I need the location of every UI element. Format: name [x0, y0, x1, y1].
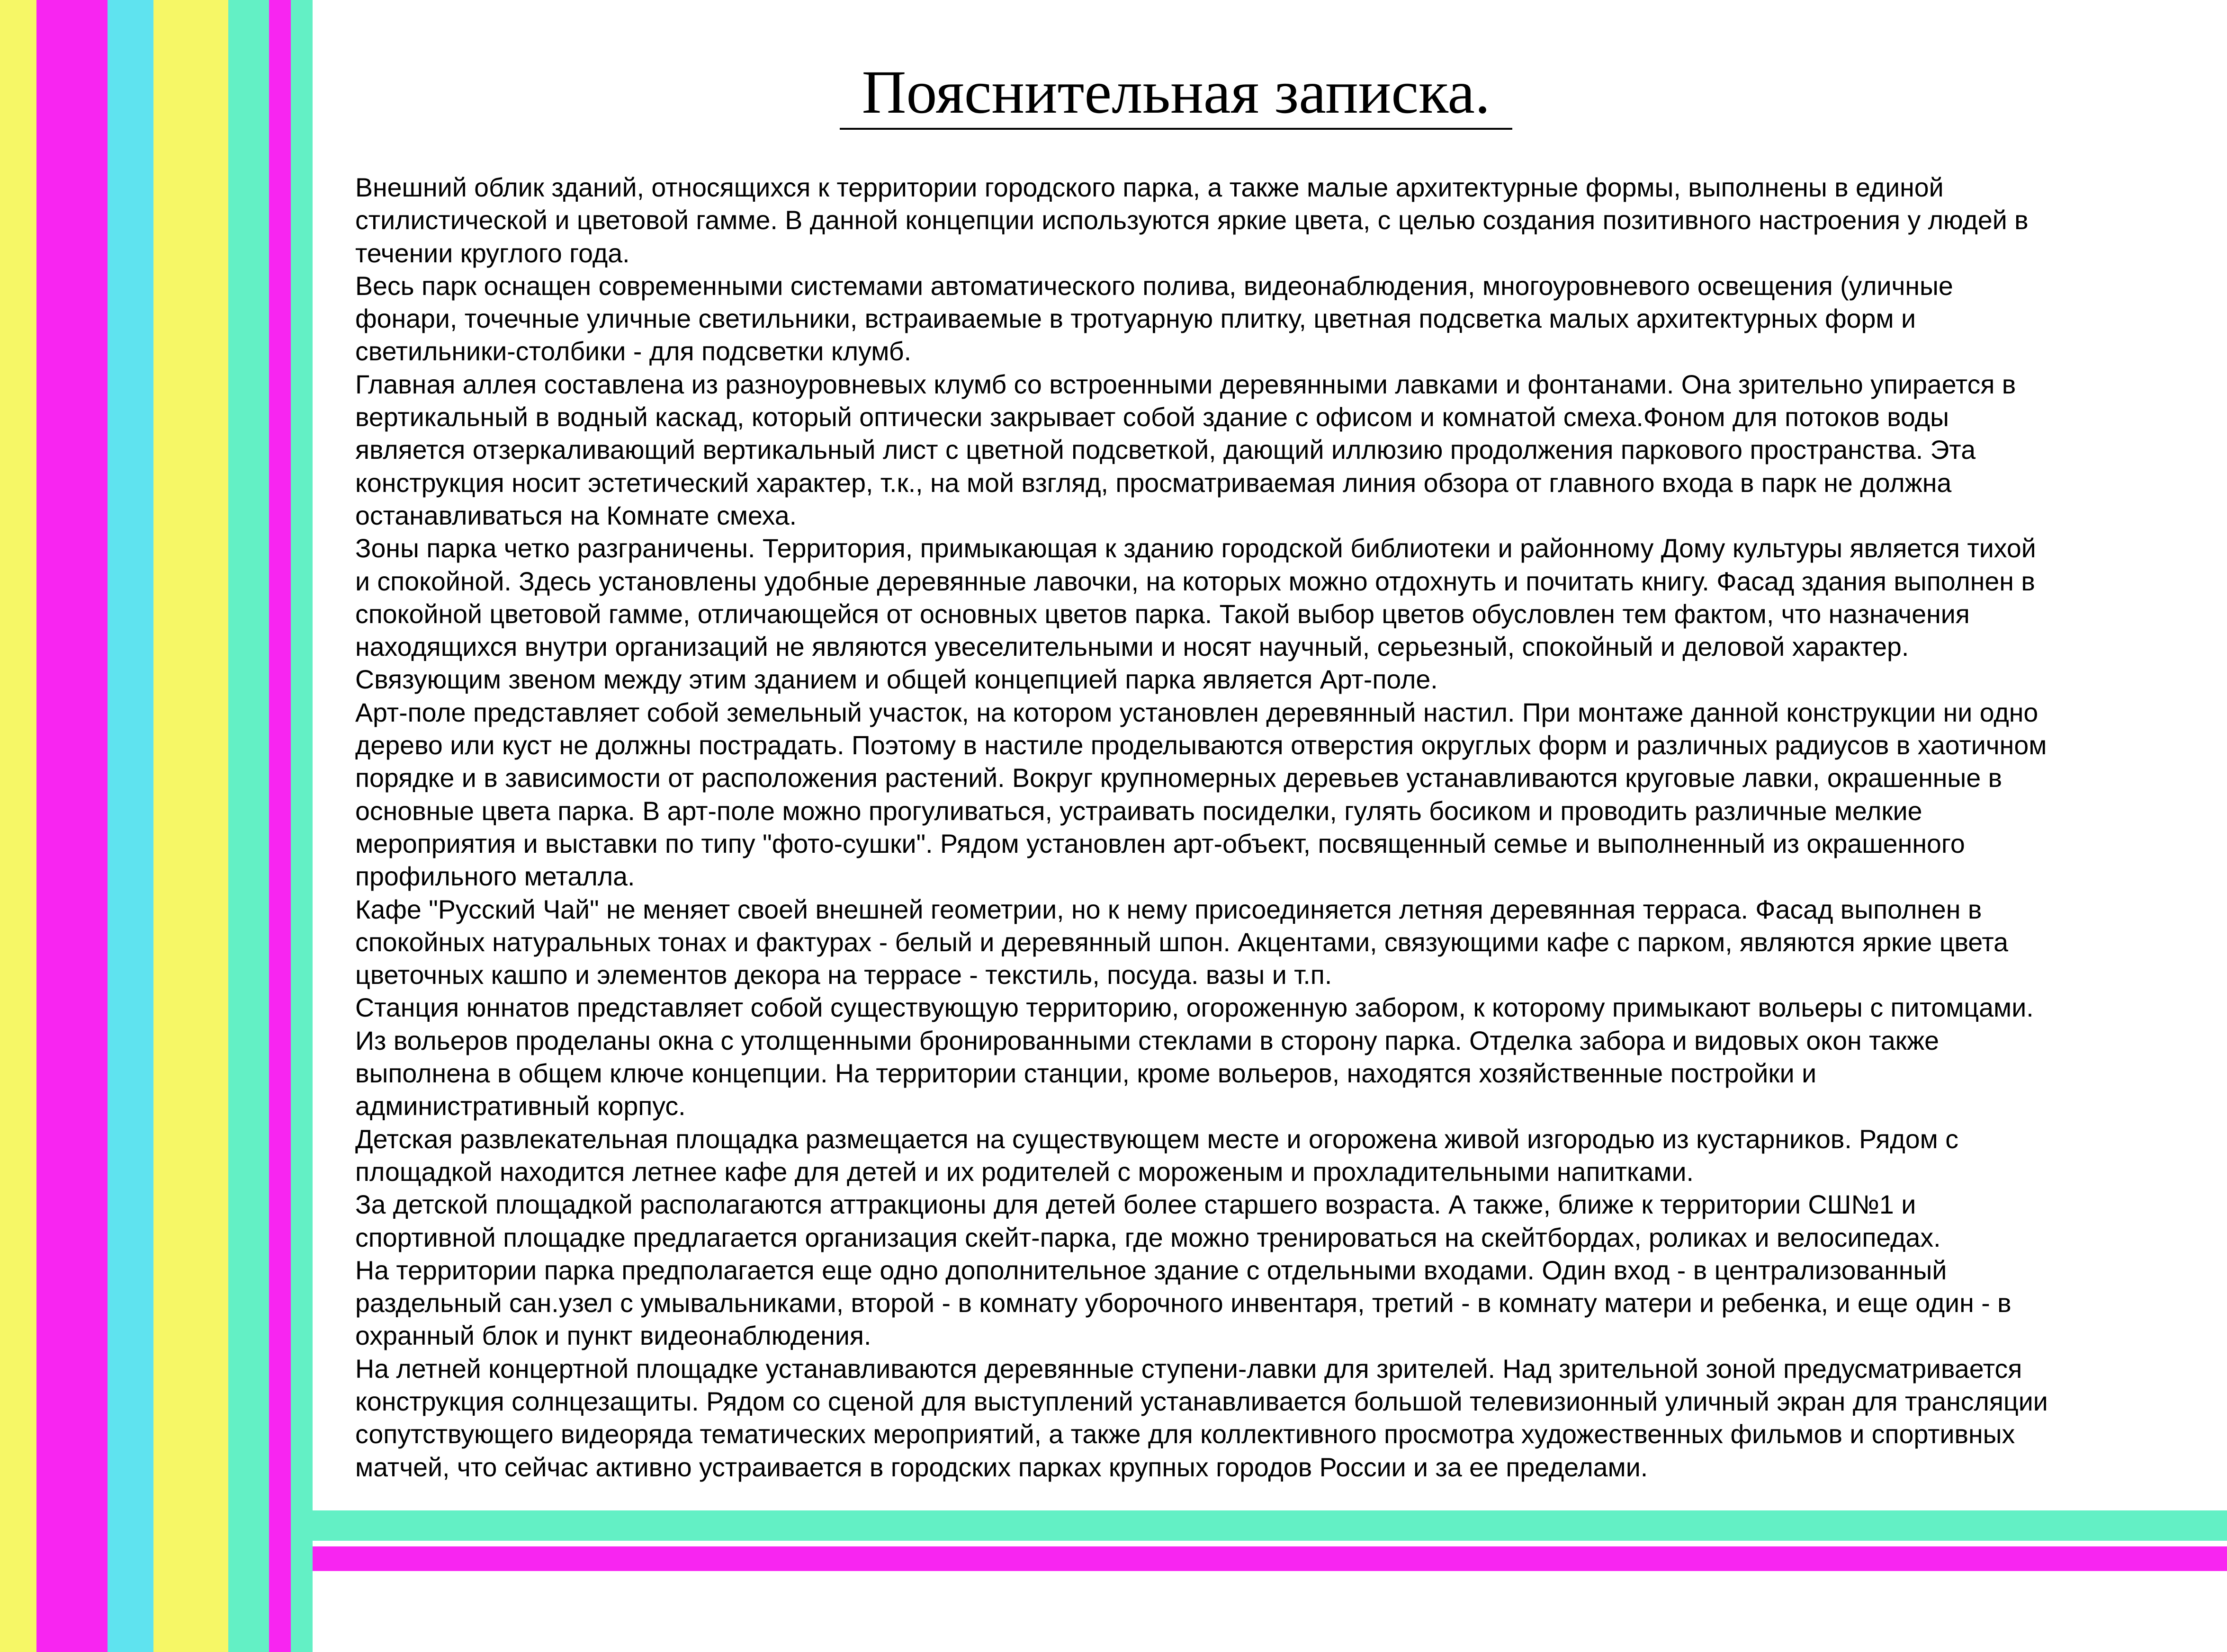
text-line: Детская развлекательная площадка размещается на существующем месте и огорожена живой изгородью из кустарников. Рядом с [355, 1124, 1958, 1154]
text-line: конструкция носит эстетический характер, т.к., на мой взгляд, просматриваемая линия обзора от главного входа в парк не должна [355, 468, 1952, 498]
text-line: основные цвета парка. В арт-поле можно прогуливаться, устраивать посиделки, гулять босиком и проводить различные мелкие [355, 796, 1922, 826]
text-line: спокойной цветовой гамме, отличающейся от основных цветов парка. Такой выбор цветов обусловлен тем фактом, что назначения [355, 599, 1970, 629]
text-line: цветочных кашпо и элементов декора на террасе - текстиль, посуда. вазы и т.п. [355, 960, 1332, 990]
text-line: светильники-столбики - для подсветки клумб. [355, 337, 911, 366]
text-line: раздельный сан.узел с умывальниками, второй - в комнату уборочного инвентаря, третий - в комнату матери и ребенка, и еще один - в [355, 1288, 2011, 1318]
text-line: Арт-поле представляет собой земельный участок, на котором установлен деревянный настил. При монтаже данной конструкции ни одно [355, 697, 2038, 727]
text-line: охранный блок и пункт видеонаблюдения. [355, 1321, 871, 1351]
page-title: Пояснительная записка. [862, 58, 1491, 126]
stripe-cyan [108, 0, 153, 1652]
text-line: Весь парк оснащен современными системами автоматического полива, видеонаблюдения, многоуровневого освещения (уличные [355, 271, 1953, 301]
text-line: спортивной площадке предлагается организация скейт-парка, где можно тренироваться на скейтбордах, роликах и велосипедах. [355, 1223, 1941, 1252]
text-line: сопутствующего видеоряда тематических мероприятий, а также для коллективного просмотра художественных фильмов и спортивных [355, 1420, 2015, 1449]
stripe-magenta-bottom [313, 1546, 2227, 1571]
stripe-yellow-2 [153, 0, 228, 1652]
text-line: Внешний облик зданий, относящихся к территории городского парка, а также малые архитектурные формы, выполнены в единой [355, 173, 1944, 202]
text-line: находящихся внутри организаций не являются увеселительными и носят научный, серьезный, спокойный и деловой характер. [355, 632, 1909, 662]
text-line: Станция юннатов представляет собой существующую территорию, огороженную забором, к которому примыкают вольеры с питомцами. [355, 993, 2034, 1023]
stripe-magenta-1 [36, 0, 108, 1652]
text-line: порядке и в зависимости от расположения растений. Вокруг крупномерных деревьев устанавливаются круговые лавки, окрашенные в [355, 763, 2003, 793]
text-line: спокойных натуральных тонах и фактурах - белый и деревянный шпон. Акцентами, связующими кафе с парком, являются яркие цвета [355, 927, 2009, 957]
text-line: Из вольеров проделаны окна с утолщенными бронированными стеклами в сторону парка. Отделка забора и видовых окон также [355, 1026, 1939, 1055]
text-line: стилистической и цветовой гамме. В данной концепции используются яркие цвета, с целью создания позитивного настроения у людей в [355, 205, 2029, 235]
text-line: На летней концертной площадке устанавливаются деревянные ступени-лавки для зрителей. Над зрительной зоной предусматривается [355, 1354, 2022, 1384]
text-line: вертикальный в водный каскад, который оптически закрывает собой здание с офисом и комнатой смеха.Фоном для потоков воды [355, 402, 1949, 432]
text-line: является отзеркаливающий вертикальный лист с цветной подсветкой, дающий иллюзию продолжения паркового пространства. Эта [355, 435, 1976, 465]
explanatory-text [355, 171, 2141, 1484]
text-line: фонари, точечные уличные светильники, встраиваемые в тротуарную плитку, цветная подсветка малых архитектурных форм и [355, 304, 1916, 334]
text-line: конструкция солнцезащиты. Рядом со сценой для выступлений устанавливается большой телевизионный уличный экран для трансляции [355, 1386, 2048, 1416]
text-line: Связующим звеном между этим зданием и общей концепцией парка является Арт-поле. [355, 665, 1438, 695]
page-title-container [840, 57, 1512, 130]
stripe-mint-1 [228, 0, 269, 1652]
text-line: На территории парка предполагается еще одно дополнительное здание с отдельными входами. Один вход - в централизованный [355, 1255, 1947, 1285]
text-line: выполнена в общем ключе концепции. На территории станции, кроме вольеров, находятся хозяйственные постройки и [355, 1059, 1817, 1089]
text-line: останавливаться на Комнате смеха. [355, 500, 797, 530]
text-line: Кафе "Русский Чай" не меняет своей внешней геометрии, но к нему присоединяется летняя деревянная терраса. Фасад выполнен в [355, 894, 1982, 924]
text-line: мероприятия и выставки по типу "фото-сушки". Рядом установлен арт-объект, посвященный семье и выполненный из окрашенного [355, 829, 1965, 858]
text-line: матчей, что сейчас активно устраивается в городских парках крупных городов России и за ее пределами. [355, 1452, 1648, 1482]
text-line: административный корпус. [355, 1091, 686, 1121]
stripe-mint-bottom [313, 1510, 2227, 1541]
stripe-yellow-1 [0, 0, 36, 1652]
text-line: и спокойной. Здесь установлены удобные деревянные лавочки, на которых можно отдохнуть и почитать книгу. Фасад здания выполнен в [355, 566, 2035, 596]
text-line: За детской площадкой располагаются аттракционы для детей более старшего возраста. А также, ближе к территории СШ№1 и [355, 1190, 1916, 1220]
stripe-magenta-2 [269, 0, 291, 1652]
text-line: дерево или куст не должны пострадать. Поэтому в настиле проделываются отверстия округлых форм и различных радиусов в хаотичном [355, 731, 2047, 760]
text-line: профильного металла. [355, 862, 635, 892]
text-line: Главная аллея составлена из разноуровневых клумб со встроенными деревянными лавками и фонтанами. Она зрительно упирается в [355, 369, 2016, 399]
text-line: течении круглого года. [355, 238, 630, 268]
text-line: площадкой находится летнее кафе для детей и их родителей с мороженым и прохладительными напитками. [355, 1157, 1694, 1187]
text-line: Зоны парка четко разграничены. Территория, примыкающая к зданию городской библиотеки и районному Дому культуры является тихой [355, 534, 2036, 563]
stripe-mint-2 [291, 0, 313, 1652]
